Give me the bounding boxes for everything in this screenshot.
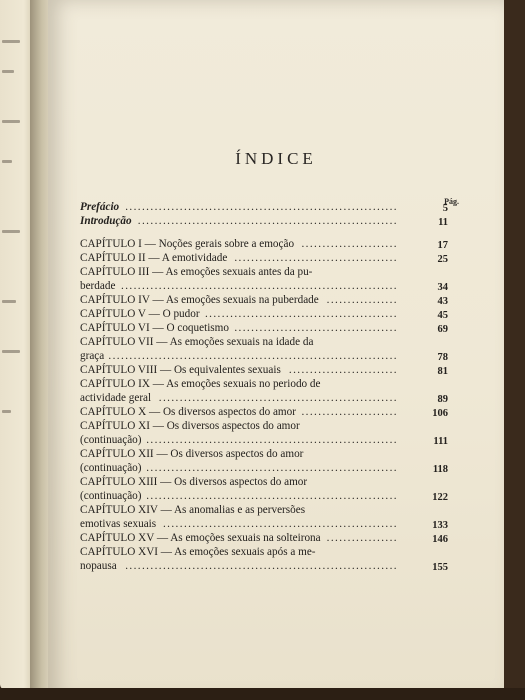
text-fragment bbox=[2, 40, 20, 43]
leader-dots: ........................................................ bbox=[162, 518, 398, 530]
toc-entry-title: nopausa bbox=[80, 560, 117, 572]
toc-entry bbox=[80, 214, 448, 228]
toc-page-number: 34 bbox=[437, 282, 448, 293]
toc-entry-title: CAPÍTULO I — Noções gerais sobre a emoção bbox=[80, 238, 295, 250]
text-fragment bbox=[2, 70, 14, 73]
toc-page-number: 133 bbox=[432, 520, 448, 531]
leader-dots: .............................................................. bbox=[137, 215, 398, 227]
toc-entry-title: CAPÍTULO X — Os diversos aspectos do amor bbox=[80, 406, 296, 418]
toc-page-number: 146 bbox=[432, 534, 448, 545]
toc-entry bbox=[80, 307, 448, 321]
toc-entry bbox=[80, 489, 448, 503]
toc-entry bbox=[80, 461, 448, 475]
table-of-contents bbox=[80, 200, 448, 573]
toc-entry-title: CAPÍTULO VII — As emoções sexuais na idade da bbox=[80, 336, 314, 348]
leader-dots: ................. bbox=[326, 532, 398, 544]
toc-entry-title: graça bbox=[80, 350, 105, 362]
toc-page-number: 69 bbox=[437, 324, 448, 335]
toc-entry bbox=[80, 405, 448, 419]
toc-page-number: 89 bbox=[437, 394, 448, 405]
toc-entry bbox=[80, 559, 448, 573]
toc-entry-title: (continuação) bbox=[80, 490, 142, 502]
leader-dots: .................................................................. bbox=[121, 280, 398, 292]
leader-dots: ..................................................................... bbox=[108, 350, 398, 362]
toc-entry bbox=[80, 363, 448, 377]
toc-entry bbox=[80, 545, 420, 559]
toc-page-number: 11 bbox=[438, 217, 448, 228]
leader-dots: ....................................... bbox=[234, 252, 398, 264]
toc-entry-title: CAPÍTULO IX — As emoções sexuais no periodo de bbox=[80, 378, 321, 390]
toc-entry bbox=[80, 251, 448, 265]
text-fragment bbox=[2, 230, 20, 233]
toc-page-number: 155 bbox=[432, 562, 448, 573]
toc-entry bbox=[80, 391, 448, 405]
table-surface bbox=[0, 688, 525, 700]
toc-entry bbox=[80, 279, 448, 293]
toc-entry-title: CAPÍTULO VIII — Os equivalentes sexuais bbox=[80, 364, 281, 376]
leader-dots: ............................................................ bbox=[146, 490, 398, 502]
toc-entry-title: actividade geral bbox=[80, 392, 152, 404]
toc-entry bbox=[80, 237, 448, 251]
toc-page-number: 43 bbox=[437, 296, 448, 307]
left-page-edge bbox=[0, 0, 34, 690]
toc-entry bbox=[80, 447, 420, 461]
toc-entry-title: berdade bbox=[80, 280, 116, 292]
toc-entry-title: emotivas sexuais bbox=[80, 518, 157, 530]
toc-page-number: 118 bbox=[432, 464, 448, 475]
toc-entry-title: Prefácio bbox=[80, 201, 120, 213]
text-fragment bbox=[2, 160, 12, 163]
toc-page-number: 81 bbox=[437, 366, 448, 377]
toc-entry-title: CAPÍTULO II — A emotividade bbox=[80, 252, 228, 264]
toc-page-number: 45 bbox=[437, 310, 448, 321]
text-fragment bbox=[2, 410, 11, 413]
toc-entry bbox=[80, 531, 448, 545]
toc-entry-title: CAPÍTULO XII — Os diversos aspectos do amor bbox=[80, 448, 304, 460]
toc-entry-title: CAPÍTULO XV — As emoções sexuais na solteirona bbox=[80, 532, 321, 544]
leader-dots: ................................................................. bbox=[125, 201, 398, 213]
toc-entry-title: CAPÍTULO V — O pudor bbox=[80, 308, 200, 320]
toc-entry bbox=[80, 335, 420, 349]
toc-entry-title: CAPÍTULO XVI — As emoções sexuais após a me- bbox=[80, 546, 316, 558]
leader-dots: ................................................................. bbox=[125, 560, 398, 572]
text-fragment bbox=[2, 300, 16, 303]
toc-entry-title: CAPÍTULO XIII — Os diversos aspectos do amor bbox=[80, 476, 308, 488]
page-column-header: Pág. bbox=[444, 197, 459, 206]
toc-page-number: 111 bbox=[433, 436, 448, 447]
toc-entry-title: CAPÍTULO III — As emoções sexuais antes da pu- bbox=[80, 266, 313, 278]
toc-entry-title: Introdução bbox=[80, 215, 132, 227]
toc-entry bbox=[80, 265, 420, 279]
toc-entry bbox=[80, 321, 448, 335]
book-page bbox=[48, 0, 504, 700]
toc-entry-title: (continuação) bbox=[80, 434, 142, 446]
text-fragment bbox=[2, 120, 20, 123]
toc-entry-title: CAPÍTULO VI — O coquetismo bbox=[80, 322, 229, 334]
toc-entry bbox=[80, 419, 420, 433]
leader-dots: ....................................... bbox=[234, 322, 398, 334]
leader-dots: ............................................................ bbox=[146, 462, 398, 474]
toc-entry-title: (continuação) bbox=[80, 462, 142, 474]
toc-page-number: 78 bbox=[437, 352, 448, 363]
toc-entry bbox=[80, 293, 448, 307]
leader-dots: ............................................................ bbox=[146, 434, 398, 446]
toc-entry bbox=[80, 433, 448, 447]
toc-entry-title: CAPÍTULO IV — As emoções sexuais na puberdade bbox=[80, 294, 319, 306]
toc-entry bbox=[80, 349, 448, 363]
toc-page-number: 106 bbox=[432, 408, 448, 419]
toc-entry bbox=[80, 475, 420, 489]
leader-dots: .............................................. bbox=[204, 308, 398, 320]
leader-dots: ....................... bbox=[301, 406, 398, 418]
toc-entry bbox=[80, 517, 448, 531]
toc-page-number: 5 bbox=[442, 203, 448, 214]
leader-dots: ......................................................... bbox=[158, 392, 398, 404]
toc-page-number: 17 bbox=[437, 240, 448, 251]
text-fragment bbox=[2, 350, 20, 353]
toc-entry bbox=[80, 503, 420, 517]
leader-dots: ................. bbox=[326, 294, 398, 306]
toc-entry bbox=[80, 377, 420, 391]
toc-page-number: 122 bbox=[432, 492, 448, 503]
toc-entry-title: CAPÍTULO XIV — As anomalias e as perversões bbox=[80, 504, 306, 516]
toc-entry-title: CAPÍTULO XI — Os diversos aspectos do amor bbox=[80, 420, 300, 432]
leader-dots: ....................... bbox=[301, 238, 398, 250]
toc-page-number: 25 bbox=[437, 254, 448, 265]
toc-entry bbox=[80, 200, 448, 214]
page-title: ÍNDICE bbox=[235, 149, 317, 168]
leader-dots: .......................... bbox=[288, 364, 398, 376]
